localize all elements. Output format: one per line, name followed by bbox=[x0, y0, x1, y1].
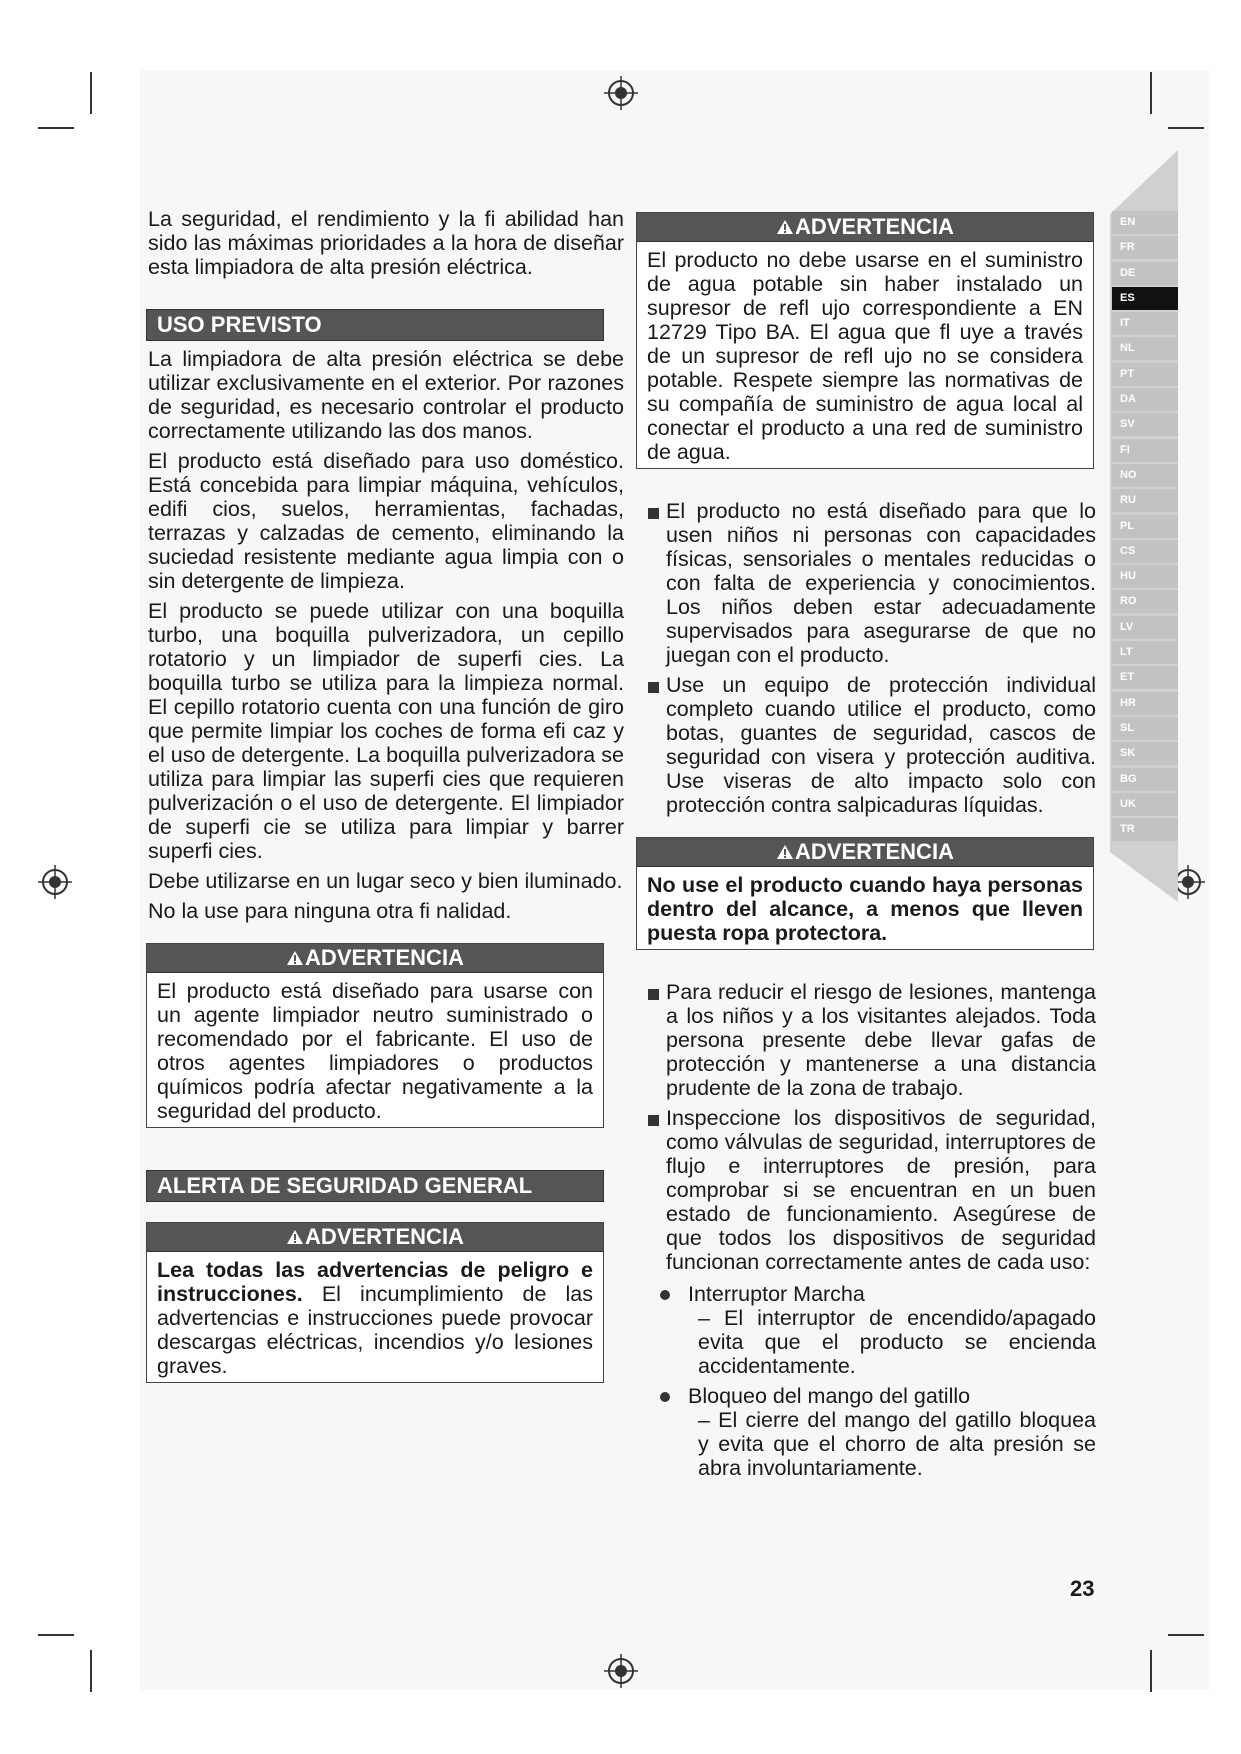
crop-mark bbox=[1150, 72, 1152, 114]
warning-body bbox=[637, 242, 1093, 468]
language-tabs bbox=[1112, 211, 1178, 843]
list-item bbox=[636, 499, 1096, 667]
list-item bbox=[636, 673, 1096, 817]
square-bullet-icon bbox=[648, 1115, 659, 1126]
warning-text bbox=[157, 1258, 593, 1378]
language-tab-it[interactable]: IT bbox=[1112, 312, 1178, 335]
language-tab-lv[interactable]: LV bbox=[1112, 616, 1178, 639]
warning-box bbox=[636, 212, 1094, 469]
body-paragraph: El producto está diseñado para uso doméstico. Está concebida para limpiar máquina, vehículos, edifi cios, suelos, herramientas, fachadas, terrazas y calzadas de cemento, eliminando la suciedad resistente mediante agua limpia con o sin detergente de limpieza. bbox=[148, 449, 624, 593]
language-tab-cs[interactable]: CS bbox=[1112, 540, 1178, 563]
sub-item-title: Interruptor Marcha bbox=[688, 1282, 865, 1306]
warning-triangle-icon bbox=[286, 1229, 304, 1245]
language-tab-uk[interactable]: UK bbox=[1112, 793, 1178, 816]
square-bullet-icon bbox=[648, 508, 659, 519]
warning-text: El producto no debe usarse en el suministro de agua potable sin haber instalado un supresor de refl ujo correspondiente a EN 12729 Tipo BA. El agua que fl uye a través de un supresor de refl ujo no se considera potable. Respete siempre las normativas de su compañía de suministro de agua local al conectar el producto a una red de suministro de agua. bbox=[647, 248, 1083, 464]
square-bullet-icon bbox=[648, 682, 659, 693]
warning-body bbox=[637, 867, 1093, 949]
crop-mark bbox=[1168, 1634, 1204, 1636]
language-tab-fi[interactable]: FI bbox=[1112, 439, 1178, 462]
page-number: 23 bbox=[1070, 1576, 1095, 1601]
crop-mark bbox=[38, 1634, 74, 1636]
bullet-list bbox=[636, 980, 1096, 1274]
bullet-list bbox=[636, 499, 1096, 817]
warning-title: ADVERTENCIA bbox=[305, 1224, 464, 1249]
sub-item-desc: – El interruptor de encendido/apagado evita que el producto se encienda accidentamente. bbox=[698, 1306, 1096, 1378]
list-item-text: Use un equipo de protección individual completo cuando utilice el producto, como botas, guantes de seguridad, cascos de seguridad con visera y protección auditiva. Use viseras de alto impacto solo con protección contra salpicaduras líquidas. bbox=[666, 673, 1096, 817]
language-tab-en[interactable]: EN bbox=[1112, 211, 1178, 234]
language-tab-sv[interactable]: SV bbox=[1112, 413, 1178, 436]
sub-item bbox=[688, 1384, 1096, 1480]
language-tab-pl[interactable]: PL bbox=[1112, 515, 1178, 538]
warning-title: ADVERTENCIA bbox=[305, 945, 464, 970]
crop-mark bbox=[90, 72, 92, 114]
uso-previsto-heading: USO PREVISTO bbox=[146, 309, 604, 341]
list-item bbox=[636, 1106, 1096, 1274]
list-item-text: Para reducir el riesgo de lesiones, mantenga a los niños y a los visitantes alejados. Toda persona presente debe llevar gafas de protección y mantenerse a una distancia prudente de la zona de trabajo. bbox=[666, 980, 1096, 1100]
warning-body bbox=[147, 1252, 603, 1382]
intro-paragraph: La seguridad, el rendimiento y la fi abilidad han sido las máximas prioridades a la hora de diseñar esta limpiadora de alta presión eléctrica. bbox=[148, 207, 624, 279]
alerta-heading: ALERTA DE SEGURIDAD GENERAL bbox=[146, 1170, 604, 1202]
language-tab-hr[interactable]: HR bbox=[1112, 692, 1178, 715]
left-column bbox=[148, 207, 624, 1383]
warning-body bbox=[147, 973, 603, 1127]
list-item bbox=[636, 980, 1096, 1100]
language-tab-bg[interactable]: BG bbox=[1112, 768, 1178, 791]
language-tab-tr[interactable]: TR bbox=[1112, 818, 1178, 841]
language-tab-sk[interactable]: SK bbox=[1112, 742, 1178, 765]
warning-title: ADVERTENCIA bbox=[795, 214, 954, 239]
warning-header bbox=[637, 838, 1093, 867]
warning-triangle-icon bbox=[286, 950, 304, 966]
round-bullet-icon bbox=[660, 1290, 670, 1300]
warning-triangle-icon bbox=[776, 844, 794, 860]
language-tab-es[interactable]: ES bbox=[1112, 287, 1178, 310]
list-item-text: El producto no está diseñado para que lo usen niños ni personas con capacidades físicas, sensoriales o mentales reducidas o con falta de experiencia y conocimientos. Los niños deben estar adecuadamente supervisados para asegurarse de que no juegan con el producto. bbox=[666, 499, 1096, 667]
warning-text: No use el producto cuando haya personas dentro del alcance, a menos que lleven puesta ropa protectora. bbox=[647, 873, 1083, 945]
warning-box bbox=[146, 943, 604, 1128]
square-bullet-icon bbox=[648, 989, 659, 1000]
sub-item-desc: – El cierre del mango del gatillo bloquea y evita que el chorro de alta presión se abra involuntariamente. bbox=[698, 1408, 1096, 1480]
language-tab-de[interactable]: DE bbox=[1112, 262, 1178, 285]
body-paragraph: Debe utilizarse en un lugar seco y bien iluminado. bbox=[148, 869, 623, 893]
warning-triangle-icon bbox=[776, 219, 794, 235]
body-paragraph: No la use para ninguna otra fi nalidad. bbox=[148, 899, 512, 923]
crop-mark bbox=[1150, 1650, 1152, 1692]
round-bullet-icon bbox=[660, 1392, 670, 1402]
language-tab-nl[interactable]: NL bbox=[1112, 337, 1178, 360]
registration-mark-icon bbox=[604, 1654, 638, 1688]
language-tab-no[interactable]: NO bbox=[1112, 464, 1178, 487]
language-tab-fr[interactable]: FR bbox=[1112, 236, 1178, 259]
language-tab-hu[interactable]: HU bbox=[1112, 565, 1178, 588]
language-tab-lt[interactable]: LT bbox=[1112, 641, 1178, 664]
body-paragraph: La limpiadora de alta presión eléctrica se debe utilizar exclusivamente en el exterior. Por razones de seguridad, es necesario controlar el producto correctamente utilizando las dos manos. bbox=[148, 347, 624, 443]
body-paragraph: El producto se puede utilizar con una boquilla turbo, una boquilla pulverizadora, un cepillo rotatorio y un limpiador de superfi cies. La boquilla turbo se utiliza para la limpieza normal. El cepillo rotatorio cuenta con una función de giro que permite limpiar los coches de forma efi caz y el uso de detergente. La boquilla pulverizadora se utiliza para limpiar las superfi cies que requieren pulverización o el uso de detergente. El limpiador de superfi cie se utiliza para limpiar y barrer superfi cies. bbox=[148, 599, 624, 863]
right-column bbox=[636, 212, 1096, 1486]
warning-header bbox=[147, 944, 603, 973]
list-item-text: Inspeccione los dispositivos de seguridad, como válvulas de seguridad, interruptores de flujo e interruptores de presión, para comprobar si se encuentran en un buen estado de funcionamiento. Asegúrese de que todos los dispositivos de seguridad funcionan correctamente antes de cada uso: bbox=[666, 1106, 1096, 1274]
warning-title: ADVERTENCIA bbox=[795, 839, 954, 864]
language-tab-et[interactable]: ET bbox=[1112, 666, 1178, 689]
language-tab-ro[interactable]: RO bbox=[1112, 590, 1178, 613]
warning-text: El producto está diseñado para usarse con un agente limpiador neutro suministrado o recomendado por el fabricante. El uso de otros agentes limpiadores o productos químicos podría afectar negativamente a la seguridad del producto. bbox=[157, 979, 593, 1123]
warning-header bbox=[147, 1223, 603, 1252]
registration-mark-icon bbox=[604, 76, 638, 110]
warning-box bbox=[146, 1222, 604, 1383]
language-tab-da[interactable]: DA bbox=[1112, 388, 1178, 411]
sub-item bbox=[688, 1282, 1096, 1378]
crop-mark bbox=[38, 127, 74, 129]
warning-bold-text: Lea todas las advertencias de peligro e instrucciones. bbox=[157, 1258, 593, 1306]
language-tab-pt[interactable]: PT bbox=[1112, 363, 1178, 386]
warning-header bbox=[637, 213, 1093, 242]
warning-box bbox=[636, 837, 1094, 950]
crop-mark bbox=[1168, 127, 1204, 129]
sub-item-title: Bloqueo del mango del gatillo bbox=[688, 1384, 971, 1408]
language-tab-ru[interactable]: RU bbox=[1112, 489, 1178, 512]
language-tab-sl[interactable]: SL bbox=[1112, 717, 1178, 740]
warning-rest-text: El incumplimiento de las advertencias e instrucciones puede provocar descargas eléctricas, incendios y/o lesiones graves. bbox=[157, 1282, 593, 1378]
crop-mark bbox=[90, 1650, 92, 1692]
registration-mark-icon bbox=[38, 865, 72, 899]
